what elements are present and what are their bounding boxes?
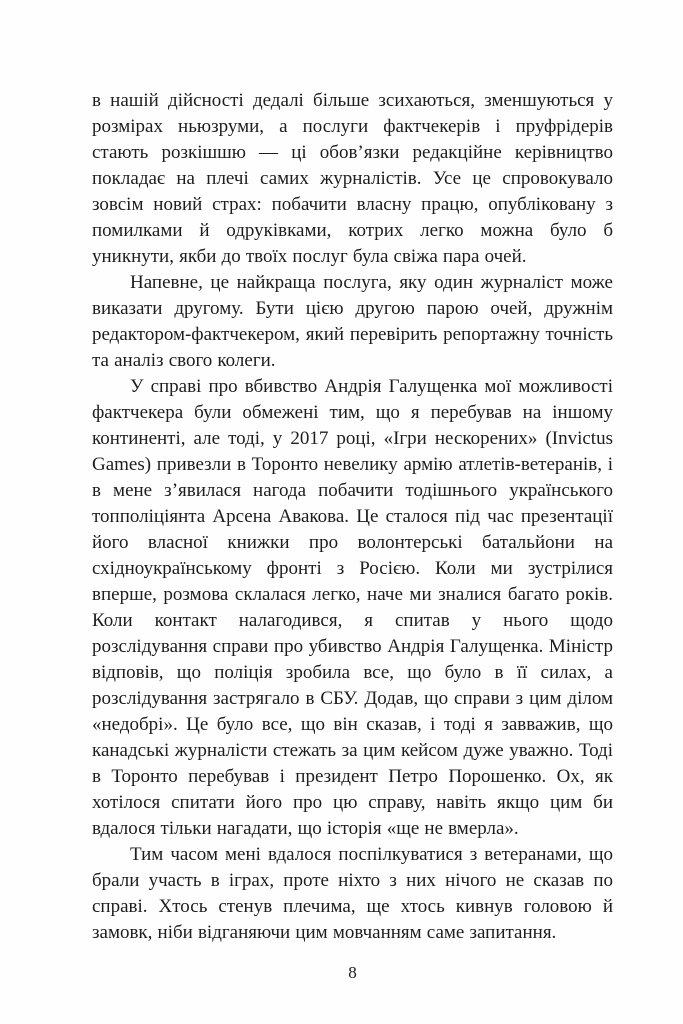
body-paragraph: в нашій дійсності дедалі більше зсихаються, зменшуються у розмірах ньюзруми, а послуги фактчекерів і пруфрідерів стають розкішшю — ці обов’язки редакційне керівництво покладає на плечі самих журналістів. Усе це спровокувало зовсім новий страх: побачити власну працю, опубліковану з помилками й одруківками, котрих легко можна було б уникнути, якби до твоїх послуг була свіжа пара очей.: [92, 90, 613, 267]
body-paragraph: У справі про вбивство Андрія Галущенка мої можливості фактчекера були обмежені тим, що я перебував на іншому континенті, але тоді, у 2017 році, «Ігри нескорених» (Invictus Games) привезли в Торонто невелику армію атлетів-ветеранів, і в мене з’явилася нагода побачити тодішнього українського топполіціянта Арсена Авакова. Це сталося під час презентації його власної книжки про волонтерські батальйони на східноукраїнському фронті з Росією. Коли ми зустрілися вперше, розмова склалася легко, наче ми зналися багато років. Коли контакт налагодився, я спитав у нього щодо розслідування справи про убивство Андрія Галущенка. Міністр відповів, що поліція зробила все, що було в її силах, а розслідування застрягало в СБУ. Додав, що справи з цим ділом «недобрі». Це було все, що він сказав, і тоді я завважив, що канадські журналісти стежать за цим кейсом дуже уважно. Тоді в Торонто перебував і президент Петро Порошенко. Ох, як хотілося спитати його про цю справу, навіть якщо цим би вдалося тільки нагадати, що історія «ще не вмерла».: [92, 376, 613, 839]
page-text-block: [92, 88, 613, 983]
page-number: 8: [348, 963, 357, 982]
body-paragraph: Тим часом мені вдалося поспілкуватися з ветеранами, що брали участь в іграх, проте ніхто з них нічого не сказав по справі. Хтось стенув плечима, ще хтось кивнув головою й замовк, ніби відганяючи цим мовчанням саме запитання.: [92, 844, 613, 943]
body-paragraph: Напевне, це найкраща послуга, яку один журналіст може виказати другому. Бути цією другою парою очей, дружнім редактором-фактчекером, який перевірить репортажну точність та аналіз свого колеги.: [92, 272, 613, 371]
